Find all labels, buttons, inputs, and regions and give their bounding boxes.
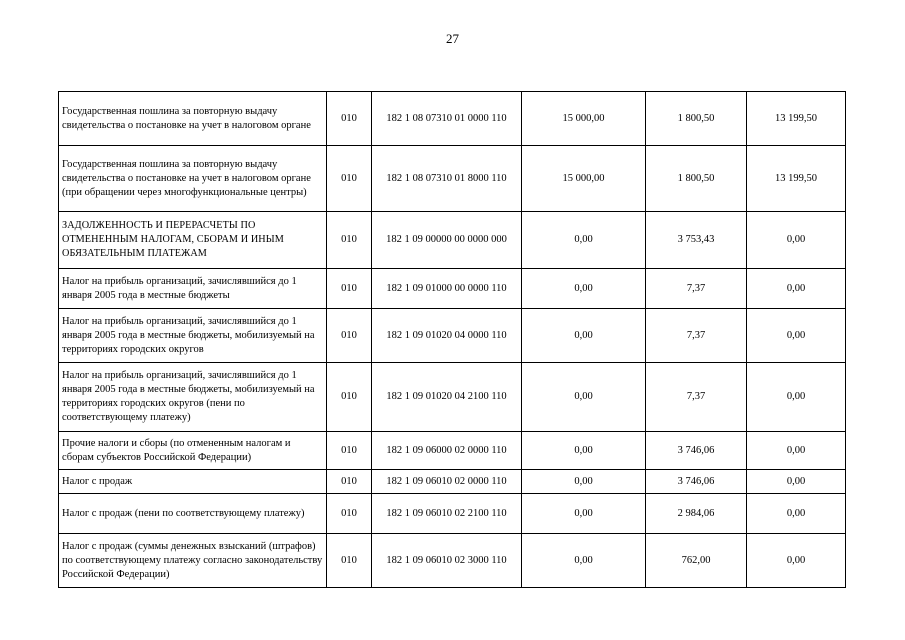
unexecuted-amount: 0,00 bbox=[747, 432, 846, 470]
income-name: Налог с продаж (суммы денежных взысканий (штрафов) по соответствующему платежу согласно законодательству Российской Федерации) bbox=[59, 534, 327, 588]
table-row bbox=[59, 146, 846, 212]
approved-amount: 0,00 bbox=[522, 269, 646, 309]
admin-code: 010 bbox=[327, 146, 372, 212]
approved-amount: 0,00 bbox=[522, 212, 646, 269]
budget-classification-code: 182 1 09 06000 02 0000 110 bbox=[372, 432, 522, 470]
executed-amount: 3 753,43 bbox=[646, 212, 747, 269]
page-number: 27 bbox=[446, 31, 459, 46]
income-name: Прочие налоги и сборы (по отмененным налогам и сборам субъектов Российской Федерации) bbox=[59, 432, 327, 470]
executed-amount: 7,37 bbox=[646, 269, 747, 309]
budget-classification-code: 182 1 09 01020 04 0000 110 bbox=[372, 309, 522, 363]
unexecuted-amount: 13 199,50 bbox=[747, 146, 846, 212]
executed-amount: 2 984,06 bbox=[646, 494, 747, 534]
income-name: Налог на прибыль организаций, зачислявшийся до 1 января 2005 года в местные бюджеты, мобилизуемый на территориях городских округов bbox=[59, 309, 327, 363]
admin-code: 010 bbox=[327, 92, 372, 146]
income-name: Государственная пошлина за повторную выдачу свидетельства о постановке на учет в налоговом органе (при обращении через многофункциональные центры) bbox=[59, 146, 327, 212]
income-name: Налог на прибыль организаций, зачислявшийся до 1 января 2005 года в местные бюджеты bbox=[59, 269, 327, 309]
approved-amount: 0,00 bbox=[522, 534, 646, 588]
admin-code: 010 bbox=[327, 494, 372, 534]
table-row bbox=[59, 309, 846, 363]
table-row bbox=[59, 363, 846, 432]
admin-code: 010 bbox=[327, 363, 372, 432]
executed-amount: 7,37 bbox=[646, 363, 747, 432]
unexecuted-amount: 0,00 bbox=[747, 534, 846, 588]
budget-classification-code: 182 1 09 06010 02 0000 110 bbox=[372, 470, 522, 494]
table-row bbox=[59, 432, 846, 470]
budget-classification-code: 182 1 09 01000 00 0000 110 bbox=[372, 269, 522, 309]
unexecuted-amount: 13 199,50 bbox=[747, 92, 846, 146]
table-row bbox=[59, 269, 846, 309]
executed-amount: 3 746,06 bbox=[646, 432, 747, 470]
approved-amount: 0,00 bbox=[522, 494, 646, 534]
income-name: Налог с продаж (пени по соответствующему платежу) bbox=[59, 494, 327, 534]
admin-code: 010 bbox=[327, 470, 372, 494]
budget-classification-code: 182 1 08 07310 01 0000 110 bbox=[372, 92, 522, 146]
unexecuted-amount: 0,00 bbox=[747, 212, 846, 269]
unexecuted-amount: 0,00 bbox=[747, 309, 846, 363]
table-row bbox=[59, 534, 846, 588]
approved-amount: 0,00 bbox=[522, 363, 646, 432]
executed-amount: 1 800,50 bbox=[646, 146, 747, 212]
unexecuted-amount: 0,00 bbox=[747, 470, 846, 494]
unexecuted-amount: 0,00 bbox=[747, 269, 846, 309]
income-name: ЗАДОЛЖЕННОСТЬ И ПЕРЕРАСЧЕТЫ ПО ОТМЕНЕННЫМ НАЛОГАМ, СБОРАМ И ИНЫМ ОБЯЗАТЕЛЬНЫМ ПЛАТЕЖАМ bbox=[59, 212, 327, 269]
table-row bbox=[59, 494, 846, 534]
budget-classification-code: 182 1 08 07310 01 8000 110 bbox=[372, 146, 522, 212]
executed-amount: 1 800,50 bbox=[646, 92, 747, 146]
income-name: Государственная пошлина за повторную выдачу свидетельства о постановке на учет в налоговом органе bbox=[59, 92, 327, 146]
approved-amount: 15 000,00 bbox=[522, 146, 646, 212]
income-name: Налог на прибыль организаций, зачислявшийся до 1 января 2005 года в местные бюджеты, мобилизуемый на территориях городских округов (пени по соответствующему платежу) bbox=[59, 363, 327, 432]
table-row bbox=[59, 92, 846, 146]
budget-classification-code: 182 1 09 06010 02 3000 110 bbox=[372, 534, 522, 588]
unexecuted-amount: 0,00 bbox=[747, 363, 846, 432]
admin-code: 010 bbox=[327, 212, 372, 269]
executed-amount: 762,00 bbox=[646, 534, 747, 588]
admin-code: 010 bbox=[327, 432, 372, 470]
approved-amount: 15 000,00 bbox=[522, 92, 646, 146]
admin-code: 010 bbox=[327, 534, 372, 588]
budget-classification-code: 182 1 09 01020 04 2100 110 bbox=[372, 363, 522, 432]
table-row bbox=[59, 470, 846, 494]
income-name: Налог с продаж bbox=[59, 470, 327, 494]
budget-classification-code: 182 1 09 00000 00 0000 000 bbox=[372, 212, 522, 269]
budget-table bbox=[58, 91, 846, 588]
unexecuted-amount: 0,00 bbox=[747, 494, 846, 534]
executed-amount: 3 746,06 bbox=[646, 470, 747, 494]
approved-amount: 0,00 bbox=[522, 432, 646, 470]
approved-amount: 0,00 bbox=[522, 470, 646, 494]
budget-classification-code: 182 1 09 06010 02 2100 110 bbox=[372, 494, 522, 534]
table-row bbox=[59, 212, 846, 269]
executed-amount: 7,37 bbox=[646, 309, 747, 363]
approved-amount: 0,00 bbox=[522, 309, 646, 363]
admin-code: 010 bbox=[327, 269, 372, 309]
admin-code: 010 bbox=[327, 309, 372, 363]
